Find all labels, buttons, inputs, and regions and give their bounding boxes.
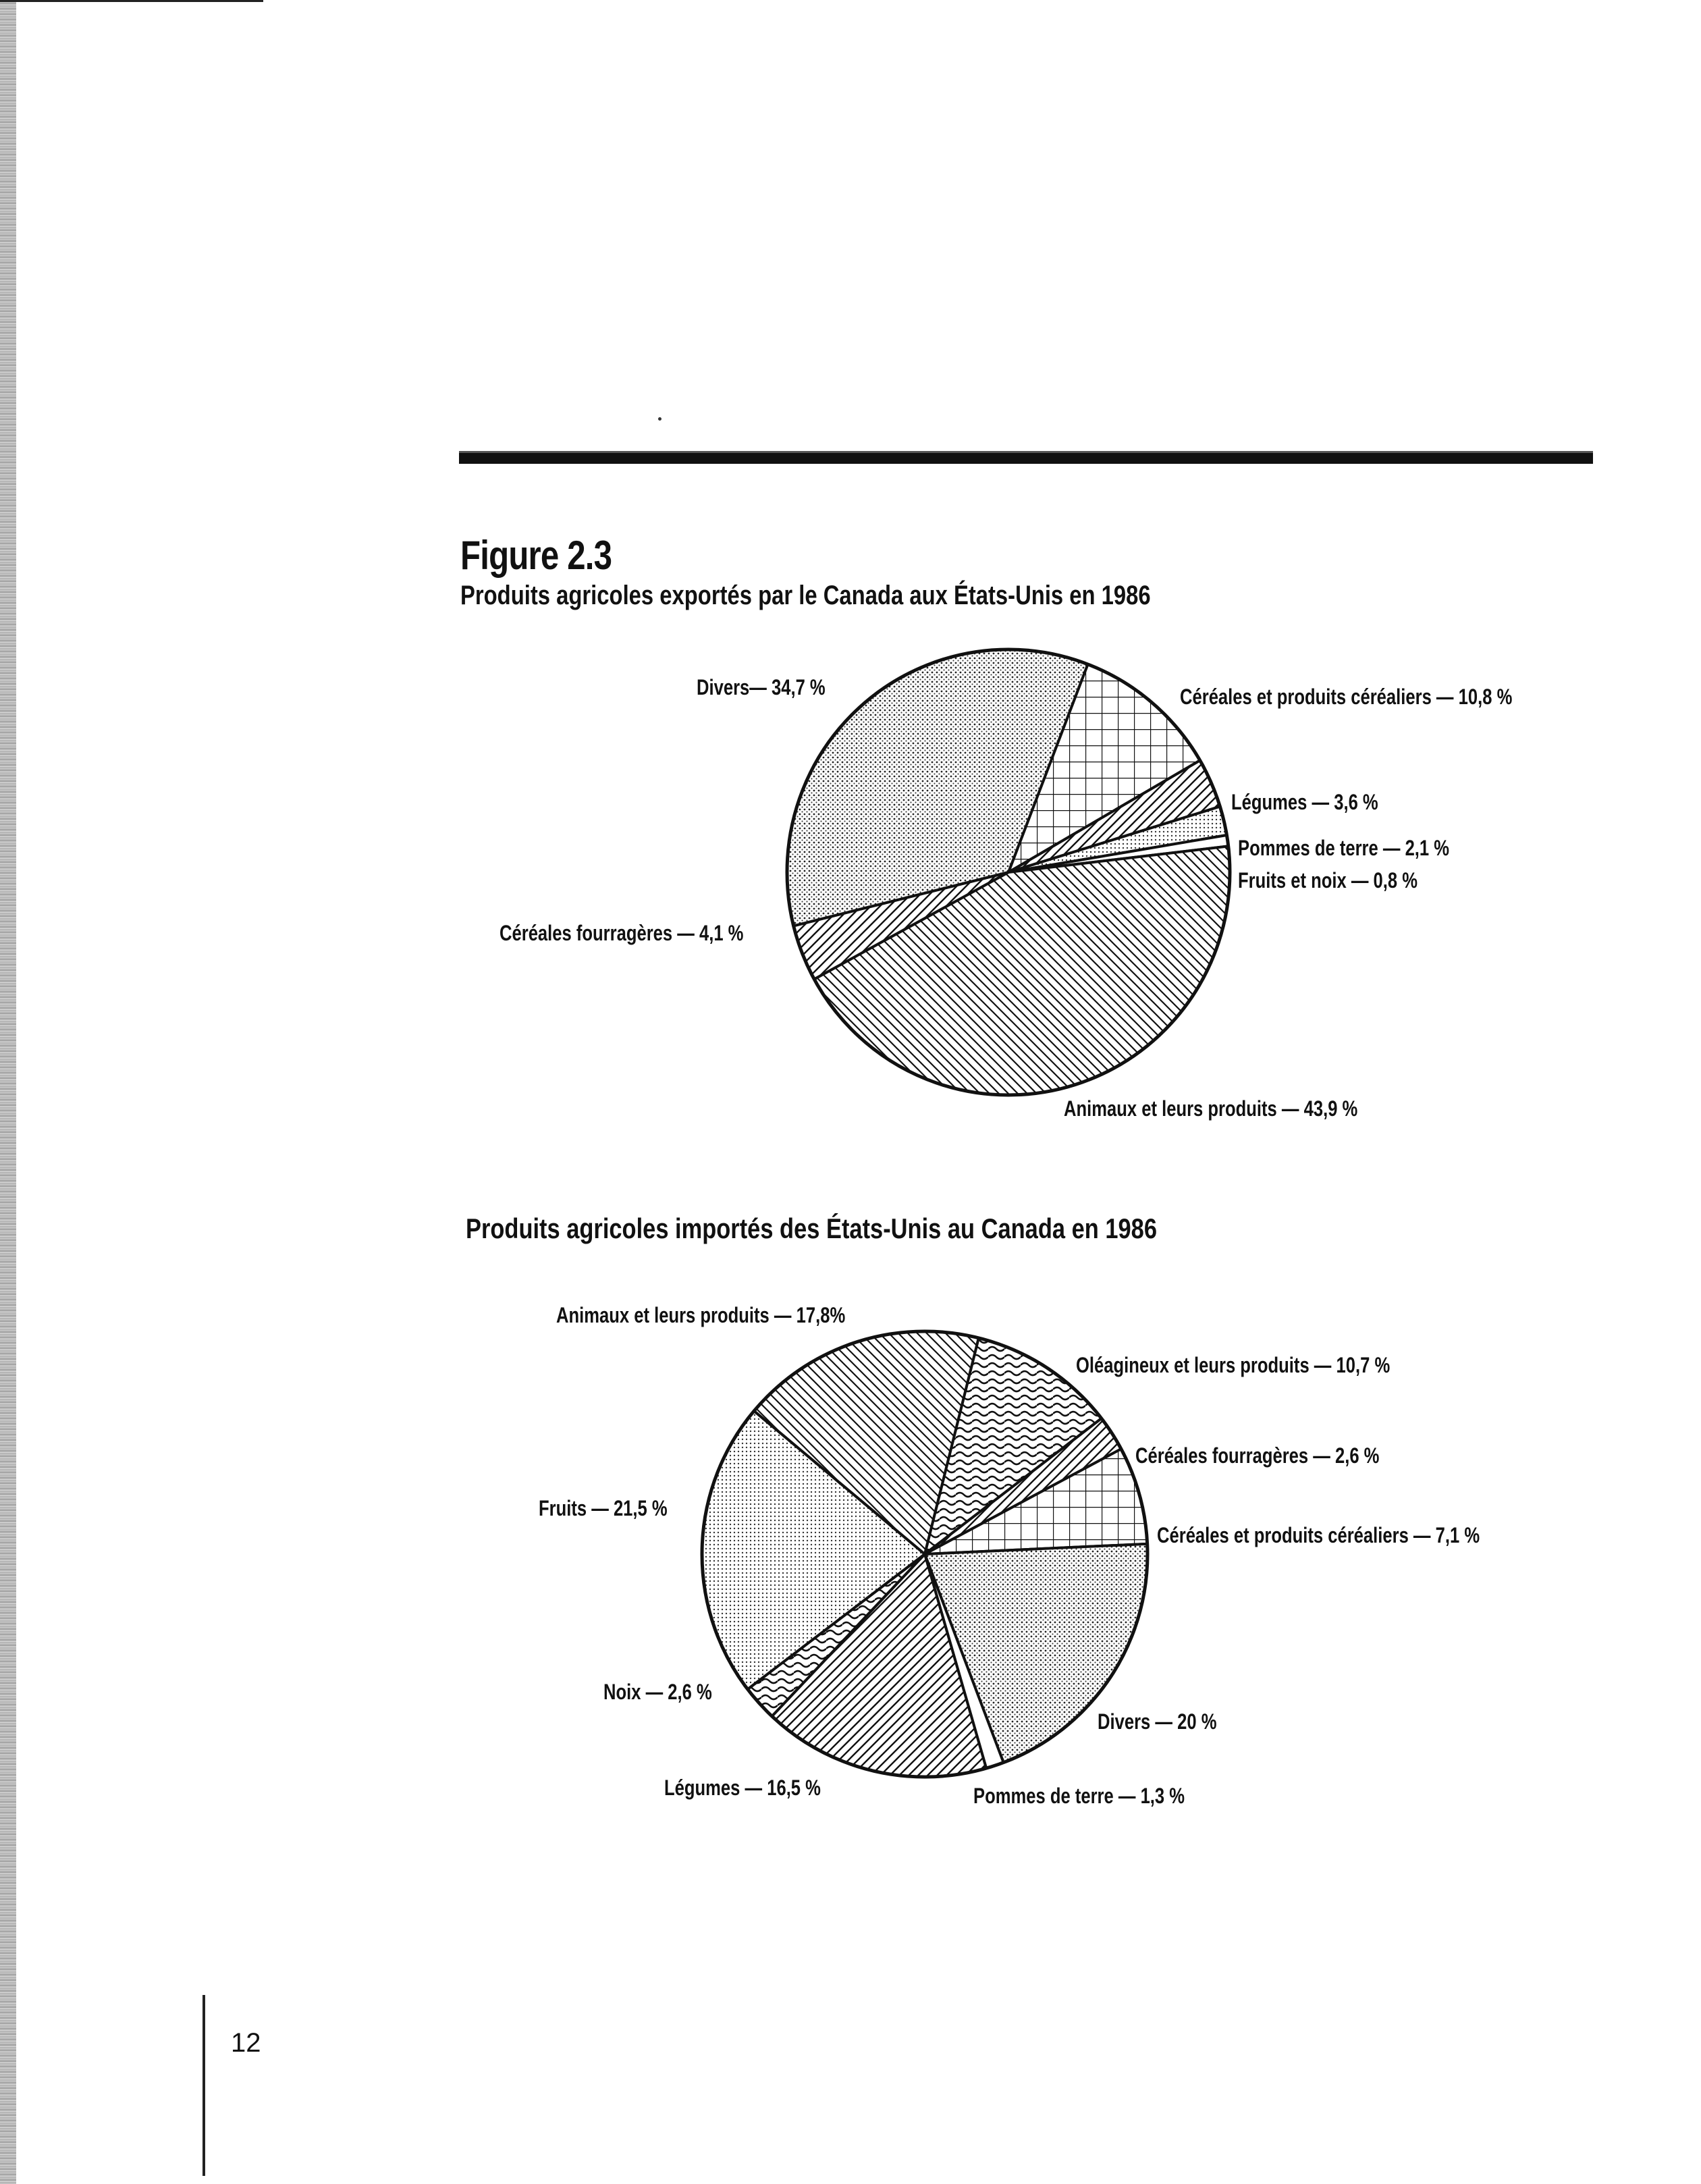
figure-subtitle: Produits agricoles exportés par le Canada aux États-Unis en 1986 [460, 581, 1151, 610]
pie2-label-divers: Divers — 20 % [1098, 1709, 1217, 1734]
import-pie [702, 1331, 1148, 1777]
pie2-label-fruits: Fruits — 21,5 % [539, 1496, 668, 1520]
pie1-label-cereales-fourrageres: Céréales fourragères — 4,1 % [500, 921, 744, 945]
pie1-label-fruits-noix: Fruits et noix — 0,8 % [1238, 868, 1418, 893]
pie2-label-cereales-fourrageres: Céréales fourragères — 2,6 % [1135, 1443, 1380, 1468]
pie2-label-animaux: Animaux et leurs produits — 17,8% [556, 1303, 846, 1327]
pie2-label-legumes: Légumes — 16,5 % [664, 1776, 821, 1800]
figure-label: Figure 2.3 [460, 533, 612, 578]
pie1-label-cereales: Céréales et produits céréaliers — 10,8 % [1180, 685, 1513, 709]
pie1-label-divers: Divers— 34,7 % [697, 675, 826, 699]
pie1-label-pommes: Pommes de terre — 2,1 % [1238, 836, 1450, 860]
page-number: 12 [231, 2028, 261, 2058]
pie2-label-cereales: Céréales et produits céréaliers — 7,1 % [1157, 1523, 1480, 1547]
pie1-label-animaux: Animaux et leurs produits — 43,9 % [1064, 1096, 1358, 1121]
page-rule [202, 1995, 205, 2176]
pie2-label-pommes: Pommes de terre — 1,3 % [973, 1784, 1185, 1808]
pie2-label-oleagineux: Oléagineux et leurs produits — 10,7 % [1076, 1353, 1390, 1377]
export-pie [787, 649, 1230, 1095]
pie1-label-legumes: Légumes — 3,6 % [1231, 790, 1378, 814]
pie2-label-noix: Noix — 2,6 % [603, 1680, 712, 1704]
import-chart-title: Produits agricoles importés des États-Unis au Canada en 1986 [466, 1213, 1157, 1244]
